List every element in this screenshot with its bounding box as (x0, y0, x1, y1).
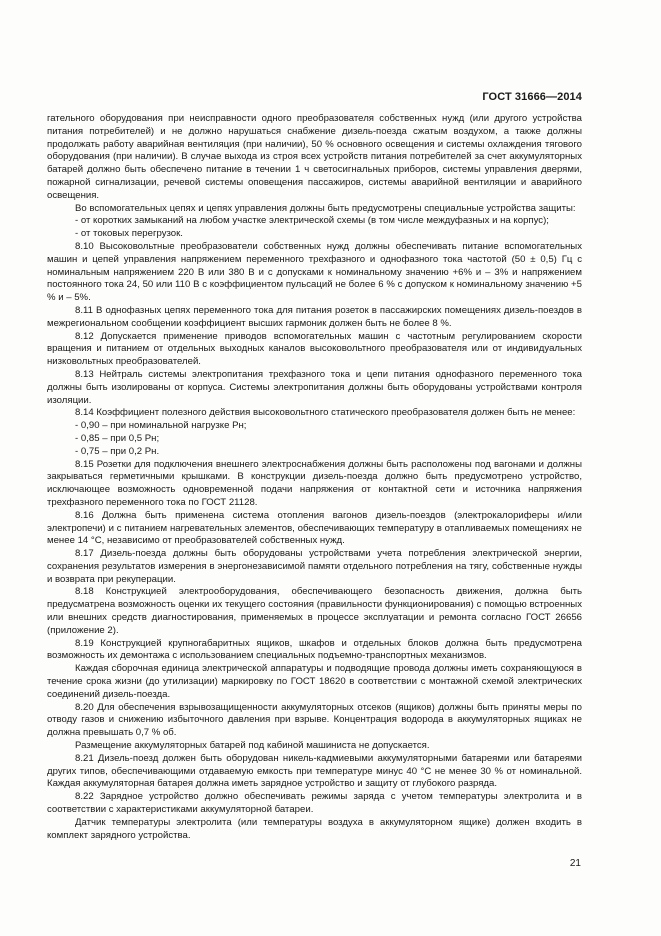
paragraph: гательного оборудования при неисправности одного преобразователя собственных нужд (или другого устройства питания потребителей) и не должно нарушаться снабжение дизель-поезда сжатым воздухом, а также должны продолжать работу аварийная вентиляция (при наличии), 50 % основного освещения и системы охлаждения тягового оборудования (при наличии). В случае выхода из строя всех устройств питания потребителей за счет аккумуляторных батарей должно быть обеспечено питание в течении 1 ч светосигнальных приборов, системы управления дверями, пожарной сигнализации, речевой системы оповещения пассажиров, системы аварийной вентиляции и аварийного освещения. (47, 113, 582, 201)
clause-8-12: 8.12 Допускается применение приводов вспомогательных машин с частотным регулированием скорости вращения и питанием от отдельных выходных каналов высоковольтного преобразователя или от индивидуальных низковольтных преобразователей. (47, 330, 582, 368)
clause-8-14: 8.14 Коэффициент полезного действия высоковольтного статического преобразователя должен быть не менее: (75, 407, 576, 419)
page-body (47, 113, 582, 842)
list-item: - от коротких замыканий на любом участке электрической схемы (в том числе междуфазных и на корпус); (75, 215, 549, 227)
paragraph: Размещение аккумуляторных батарей под кабиной машиниста не допускается. (75, 740, 430, 752)
clause-8-16: 8.16 Должна быть применена система отопления вагонов дизель-поездов (электрокалориферы и/или электропечи) и с питанием нагревательных элементов, обеспечивающих температуру в отапливаемых помещениях не менее 14 °С, независимо от преобразователей собственных нужд. (47, 509, 582, 547)
document-code: ГОСТ 31666—2014 (482, 91, 582, 103)
clause-8-13: 8.13 Нейтраль системы электропитания трехфазного тока и цепи питания однофазного переменного тока должны быть изолированы от корпуса. Системы электропитания должны быть оборудованы устройствами контроля изоляции. (47, 368, 582, 406)
clause-8-11: 8.11 В однофазных цепях переменного тока для питания розеток в пассажирских помещениях дизель-поездов в межрегиональном сообщении коэффициент высших гармоник должен быть не более 8 %. (47, 304, 582, 329)
clause-8-21: 8.21 Дизель-поезд должен быть оборудован никель-кадмиевыми аккумуляторными батареями или батареями других типов, обеспечивающими отдаваемую емкость при температуре минус 40 °С не менее 30 % от номинальной. Каждая аккумуляторная батарея должна иметь зарядное устройство и защиту от глубокого разряда. (47, 752, 582, 790)
list-item: - от токовых перегрузок. (75, 228, 183, 240)
clause-8-15: 8.15 Розетки для подключения внешнего электроснабжения должны быть расположены под вагонами и должны закрываться герметичными крышками. В конструкции дизель-поезда должно быть предусмотрено устройство, исключающее возможность одновременной подачи напряжения от контактной сети и источника напряжения трехфазного переменного тока по ГОСТ 21128. (47, 458, 582, 508)
list-item: - 0,90 – при номинальной нагрузке Pн; (75, 420, 247, 432)
clause-8-19: 8.19 Конструкцией крупногабаритных ящиков, шкафов и отдельных блоков должна быть предусмотрена возможность их демонтажа с использованием специальных подъемно-транспортных механизмов. (47, 637, 582, 662)
clause-8-10: 8.10 Высоковольтные преобразователи собственных нужд должны обеспечивать питание вспомогательных машин и цепей управления напряжением переменного трехфазного и однофазного тока частотой (50 ± 0,5) Гц с номинальным напряжением 220 В или 380 В и с допусками к номинальному значению +6% и – 3% и напряжением постоянного тока 24, 50 или 110 В с коэффициентом пульсаций не более 6 % с допуском к номинальному значению +5 % и – 5%. (47, 240, 582, 304)
paragraph: Датчик температуры электролита (или температуры воздуха в аккумуляторном ящике) должен входить в комплект зарядного устройства. (47, 816, 582, 841)
clause-8-17: 8.17 Дизель-поезда должны быть оборудованы устройствами учета потребления электрической энергии, сохранения результатов измерения в энергонезависимой памяти отдельного потребления на тягу, собственные нужды и возврата при рекуперации. (47, 548, 582, 585)
list-item: - 0,75 – при 0,2 Pн. (75, 445, 160, 457)
paragraph: Во вспомогательных цепях и цепях управления должны быть предусмотрены специальные устройства защиты: (75, 202, 576, 214)
clause-8-22: 8.22 Зарядное устройство должно обеспечивать режимы заряда с учетом температуры электролита и в соответствии с характеристиками аккумуляторной батареи. (47, 791, 582, 816)
clause-8-20: 8.20 Для обеспечения взрывозащищенности аккумуляторных отсеков (ящиков) должны быть приняты меры по отводу газов и снижению избыточного давления при взрыве. Концентрация водорода в аккумуляторных ящиках не должна превышать 0,7 % об. (47, 701, 582, 739)
list-item: - 0,85 – при 0,5 Pн; (75, 432, 160, 444)
clause-8-18: 8.18 Конструкцией электрооборудования, обеспечивающего безопасность движения, должна быть предусматрена возможность оценки их текущего состояния (правильности функционирования) с помощью встроенных или внешних средств диагностирования, применяемых в процессе эксплуатации и ремонта согласно ГОСТ 26656 (приложение 2). (47, 586, 582, 636)
paragraph: Каждая сборочная единица электрической аппаратуры и подводящие провода должны иметь сохраняющуюся в течение срока жизни (до утилизации) маркировку по ГОСТ 18620 в соответствии с монтажной схемой электрических соединений дизель-поезда. (47, 663, 582, 700)
page-number: 21 (569, 858, 581, 869)
